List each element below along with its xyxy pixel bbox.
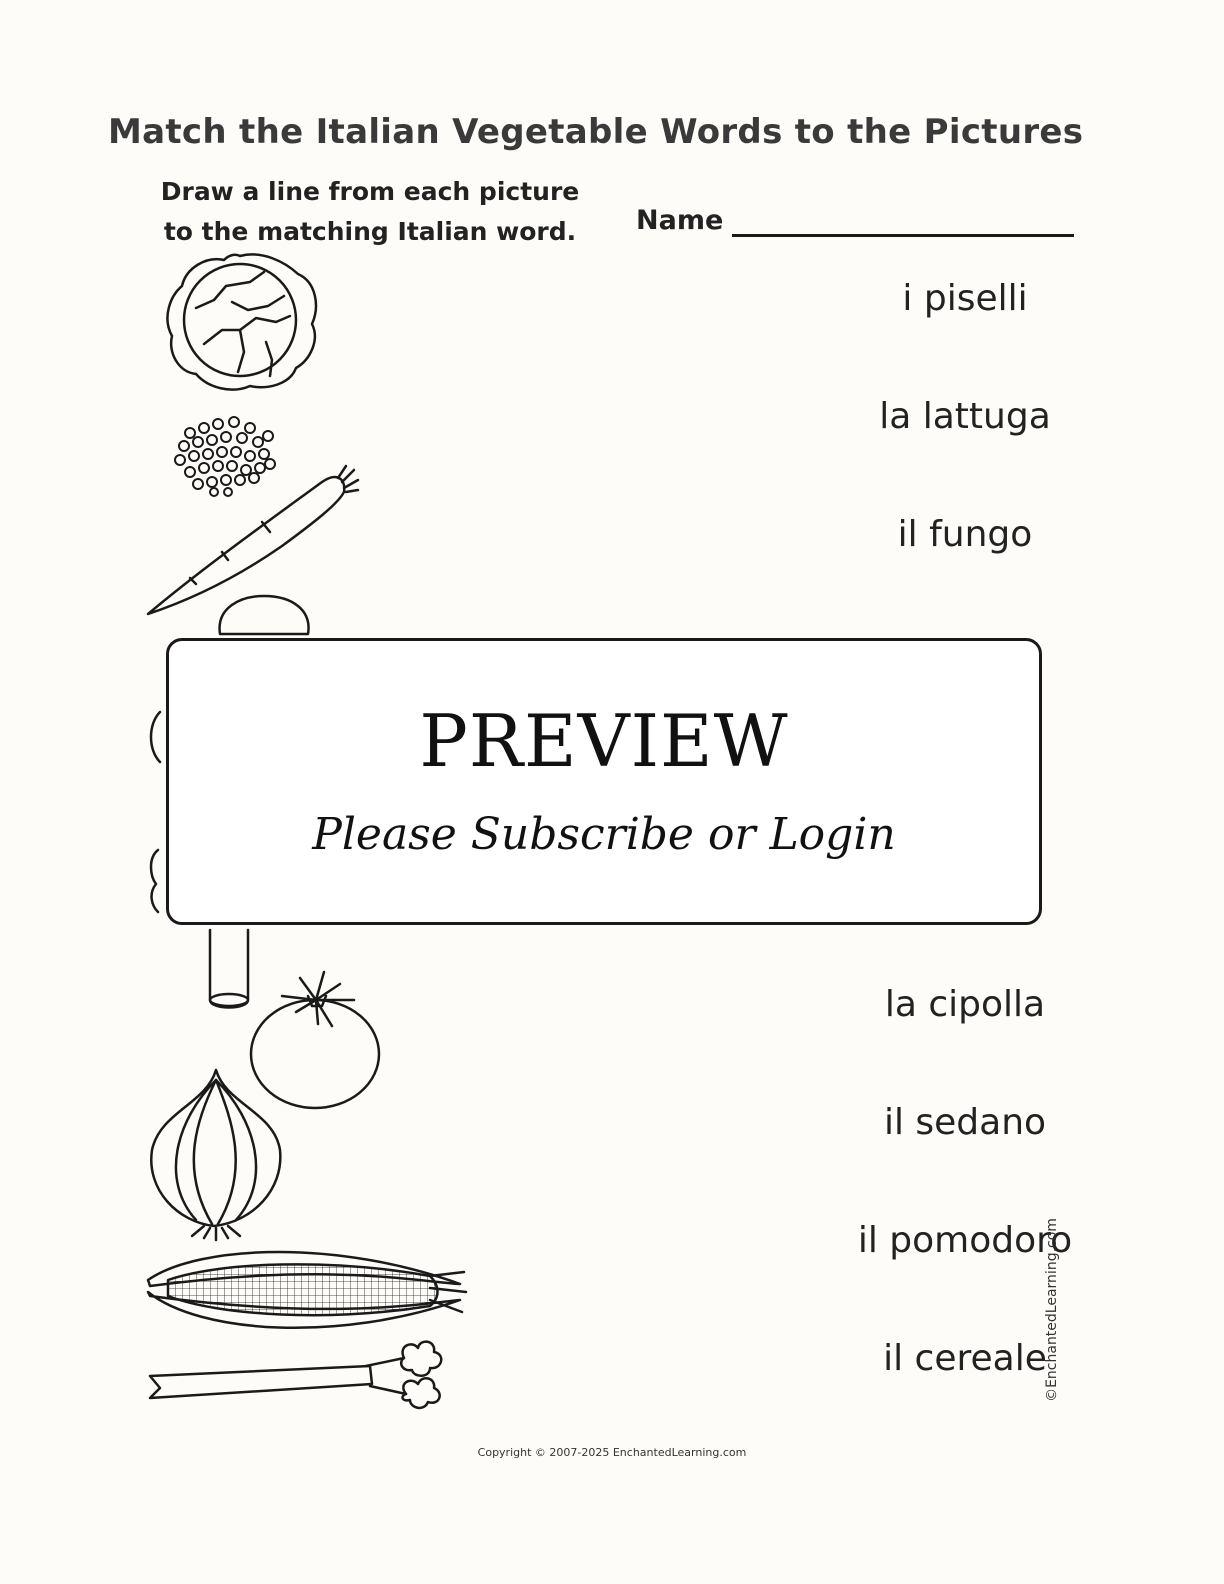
- word-il-sedano: il sedano: [883, 1102, 1047, 1143]
- word-il-pomodoro: il pomodoro: [857, 1220, 1073, 1261]
- side-credit: ©EnchantedLearning.com: [1044, 1218, 1060, 1402]
- onion-icon: [151, 1070, 280, 1240]
- name-label: Name: [636, 205, 724, 236]
- preview-title: PREVIEW: [419, 699, 789, 783]
- copyright: Copyright © 2007-2025 EnchantedLearning.com: [477, 1446, 747, 1459]
- word-il-cereale: il cereale: [883, 1338, 1047, 1379]
- tomato-icon: [251, 972, 379, 1108]
- lettuce-icon: [167, 254, 315, 389]
- word-il-fungo: il fungo: [897, 514, 1033, 555]
- worksheet-instructions: Draw a line from each picture to the matching Italian word.: [160, 177, 580, 246]
- subscribe-login-prompt[interactable]: Please Subscribe or Login: [312, 809, 896, 860]
- worksheet-title: Match the Italian Vegetable Words to the Pictures: [108, 112, 1084, 152]
- preview-overlay[interactable]: [166, 638, 1042, 925]
- word-la-lattuga: la lattuga: [879, 396, 1051, 437]
- word-i-piselli: i piselli: [902, 278, 1028, 319]
- peas-icon: [175, 417, 275, 496]
- word-la-cipolla: la cipolla: [884, 984, 1046, 1025]
- carrot-icon: [148, 466, 358, 614]
- celery-icon: [150, 1342, 441, 1408]
- corn-icon: [148, 1252, 466, 1328]
